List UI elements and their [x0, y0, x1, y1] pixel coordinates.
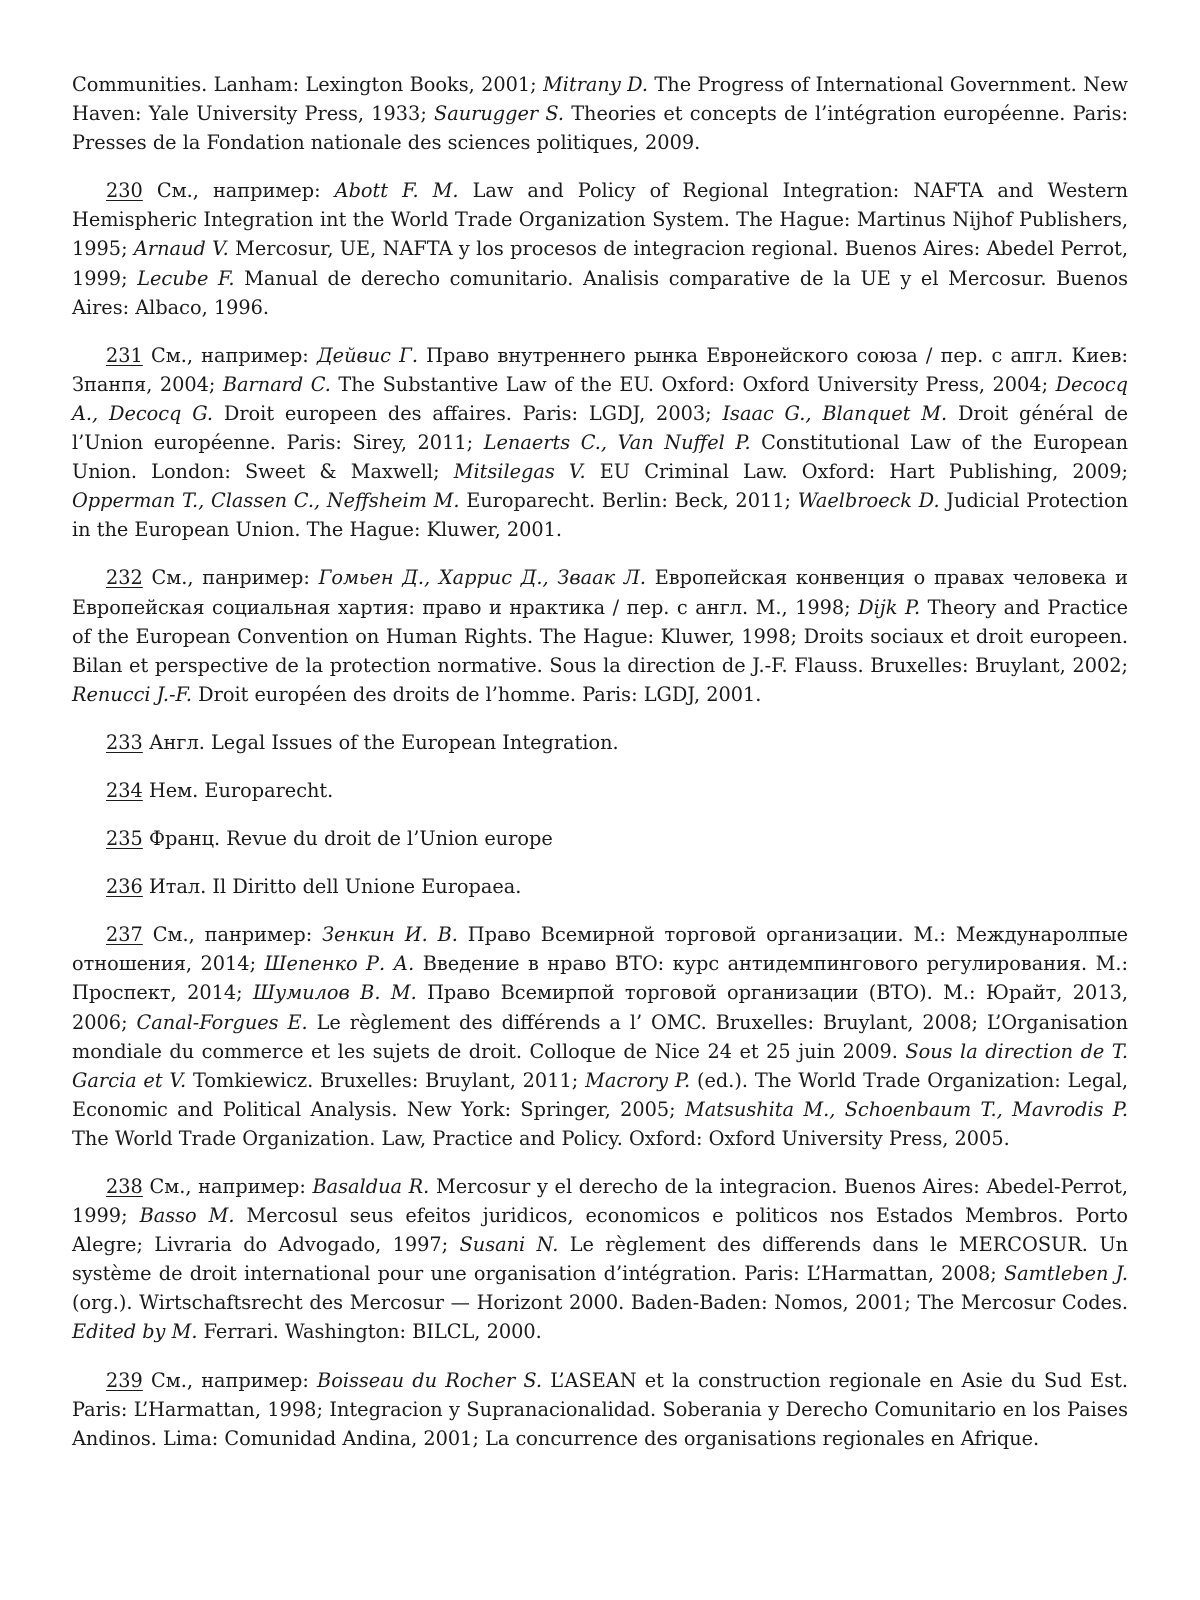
citation-text: Manual de derecho comunitario. Analisis comparative de la UE y el Mercosur. Buenos Aires: Albaco, 1996. [72, 266, 1128, 319]
author-name: Waelbroeck D. [797, 489, 940, 513]
footnote-number-link[interactable]: 232 [106, 566, 143, 590]
author-name: Mitsilegas V. [453, 460, 586, 484]
citation-text: Droit européen des droits de l’homme. Paris: LGDJ, 2001. [192, 682, 762, 706]
citation-text: Law and Policy of Regional Integration: NAFTA and Western Hemispheric Integration int the World Trade Organization System. The Hague: Martinus Nijhof Publishers, 1995; [72, 179, 1128, 261]
author-name: Arnaud V. [133, 237, 229, 261]
author-name: Edited by M. [72, 1320, 198, 1344]
author-name: Saurugger S. [434, 102, 564, 126]
footnote-237 [72, 920, 1128, 1153]
citation-text: Droit général de l’Union européenne. Paris: Sirey, 2011; [72, 401, 1128, 455]
citation-text: Communities. Lanham: Lexington Books, 2001; [72, 73, 544, 96]
footnote-230 [72, 176, 1128, 321]
author-name: Macrory P. [585, 1068, 691, 1092]
citation-text: Europarecht. Berlin: Beck, 2011; [459, 489, 798, 513]
author-name: Susani N. [459, 1233, 559, 1257]
footnote-number-link[interactable]: 230 [106, 179, 143, 203]
author-name: Шепенко Р. А. [264, 952, 415, 976]
author-name: Samtleben J. [1003, 1262, 1128, 1286]
citation-text: Tomkiewicz. Bruxelles: Bruylant, 2011; [186, 1068, 586, 1092]
author-name: Canal-Forgues E. [136, 1010, 308, 1034]
citation-text: Mercosur y el derecho de la integracion. Buenos Aires: Abedel-Perrot, 1999; [72, 1175, 1128, 1228]
citation-text: Европейская конвенция о правах человека и Европейская социальная хартия: право и нрактика / пер. с англ. М., 1998; [72, 566, 1128, 619]
footnote-232 [72, 563, 1128, 708]
footnote-233 [72, 728, 1128, 757]
citation-text: The World Trade Organization. Law, Practice and Policy. Oxford: Oxford University Press, 2005. [72, 1126, 1010, 1150]
citation-text: The Progress of International Government. New Haven: Yale University Press, 1933; [72, 73, 1128, 126]
author-name: Opperman T., Classen C., Neffsheim M. [72, 489, 460, 513]
footnote-234 [72, 776, 1128, 805]
citation-text: (org.). Wirtschaftsrecht des Mercosur — Horizont 2000. Baden-Baden: Nomos, 2001; The Mercosur Codes. [72, 1291, 1128, 1315]
citation-text: Le règlement des differends dans le MERCOSUR. Un système de droit international pour une organisation d’intégration. Paris: L’Harmattan, 2008; [72, 1233, 1128, 1286]
citation-text: См., например: [142, 1368, 318, 1392]
footnote-continuation [72, 70, 1128, 157]
citation-text: См., например: [142, 179, 335, 203]
citation-text: Theories et concepts de l’intégration européenne. Paris: Presses de la Fondation nationale des sciences politiques, 2009. [72, 102, 1128, 155]
author-name: Дейвис Г. [316, 343, 418, 367]
footnote-number-link[interactable]: 234 [106, 778, 143, 802]
footnote-number-link[interactable]: 239 [106, 1368, 143, 1392]
author-name: Lenaerts C., Van Nuffel P. [483, 431, 751, 455]
footnote-number-link[interactable]: 235 [106, 827, 143, 851]
citation-text: Mercosul seus efeitos juridicos, economicos e politicos nos Estados Membros. Porto Alegre; Livraria do Advogado, 1997; [72, 1204, 1128, 1257]
footnote-236 [72, 872, 1128, 901]
author-name: Зенкин И. В. [322, 923, 458, 947]
author-name: Decocq A., Decocq G. [72, 372, 1128, 425]
footnote-number-link[interactable]: 237 [106, 923, 143, 947]
citation-text: Mercosur, UE, NAFTA y los procesos de integracion regional. Buenos Aires: Abedel Perrot, 1999; [72, 237, 1128, 290]
footnote-235 [72, 824, 1128, 853]
citation-text: Droit europeen des affaires. Paris: LGDJ, 2003; [213, 401, 723, 425]
citation-text: Le règlement des différends a l’ OMC. Bruxelles: Bruylant, 2008; L’Organisation mondiale du commerce et les sujets de droit. Colloque de Nice 24 et 25 juin 2009. [72, 1010, 1128, 1063]
citation-text: Judicial Protection in the European Union. The Hague: Kluwer, 2001. [72, 489, 1128, 542]
author-name: Barnard C. [222, 372, 331, 396]
citation-text: Итал. Il Diritto dell Unione Europaea. [142, 875, 522, 899]
author-name: Basaldua R. [312, 1175, 430, 1198]
citation-text: Право внутреннего рынка Евронейского союза / пер. с апгл. Киев: Зпанпя, 2004; [72, 343, 1128, 396]
citation-text: См., например: [142, 1175, 313, 1198]
citation-text: См., например: [142, 343, 317, 367]
footnote-number-link[interactable]: 238 [106, 1175, 143, 1198]
footnote-number-link[interactable]: 233 [106, 730, 143, 754]
citation-text: Нем. Europarecht. [142, 778, 334, 802]
citation-text: L’ASEAN et la construction regionale en Asie du Sud Est. Paris: L’Harmattan, 1998; Integracion y Supranacionalidad. Soberania y Derecho Comunitario en los Paises Andinos. Lima: Comunidad Andina, 2001; La concurrence des organisations regionales en Afrique. [72, 1368, 1128, 1450]
citation-text: Право Всемирной торговой организации. М.: Междунаролпые отношения, 2014; [72, 923, 1128, 976]
author-name: Matsushita M., Schoenbaum T., Mavrodis P. [685, 1097, 1129, 1121]
author-name: Шумилов В. М. [253, 981, 417, 1005]
citation-text: EU Criminal Law. Oxford: Hart Publishing, 2009; [585, 460, 1128, 484]
citation-text: Франц. Revue du droit de l’Union europe [142, 827, 553, 851]
author-name: Гомьен Д., Харрис Д., Зваак Л. [318, 566, 647, 590]
author-name: Sous la direction de T. Garcia et V. [72, 1039, 1128, 1092]
author-name: Dijk P. [858, 595, 921, 619]
citation-text: См., панример: [142, 566, 319, 590]
footnote-231 [72, 341, 1128, 545]
citation-text: The Substantive Law of the EU. Oxford: Oxford University Press, 2004; [330, 372, 1056, 396]
author-name: Mitrany D. [543, 73, 649, 96]
citation-text: Theory and Practice of the European Convention on Human Rights. The Hague: Kluwer, 1998; Droits sociaux et droit europeen. Bilan et perspective de la protection normative. Sous la direction de J.-F. Flauss. Bruxelles: Bruylant, 2002; [72, 595, 1128, 677]
author-name: Boisseau du Rocher S. [317, 1368, 543, 1392]
author-name: Basso M. [139, 1204, 235, 1228]
footnote-number-link[interactable]: 231 [106, 343, 143, 367]
author-name: Abott F. M. [334, 179, 459, 203]
citation-text: Право Всемирпой торговой организации (ВТО). М.: Юрайт, 2013, 2006; [72, 981, 1128, 1034]
author-name: Lecube F. [137, 266, 235, 290]
author-name: Isaac G., Blanquet M. [722, 401, 948, 425]
footnote-239 [72, 1366, 1128, 1453]
author-name: Renucci J.-F. [72, 682, 193, 706]
footnote-238 [72, 1172, 1128, 1347]
citation-text: Введение в нраво ВТО: курс антидемпингового регулирования. М.: Проспект, 2014; [72, 952, 1128, 1005]
citation-text: Constitutional Law of the European Union. London: Sweet & Maxwell; [72, 431, 1128, 484]
citation-text: (ed.). The World Trade Organization: Legal, Economic and Political Analysis. New York: Springer, 2005; [72, 1068, 1129, 1121]
citation-text: Англ. Legal Issues of the European Integration. [142, 730, 619, 754]
footnote-number-link[interactable]: 236 [106, 875, 143, 899]
citation-text: Ferrari. Washington: BILCL, 2000. [197, 1320, 542, 1344]
citation-text: См., панример: [142, 923, 323, 947]
